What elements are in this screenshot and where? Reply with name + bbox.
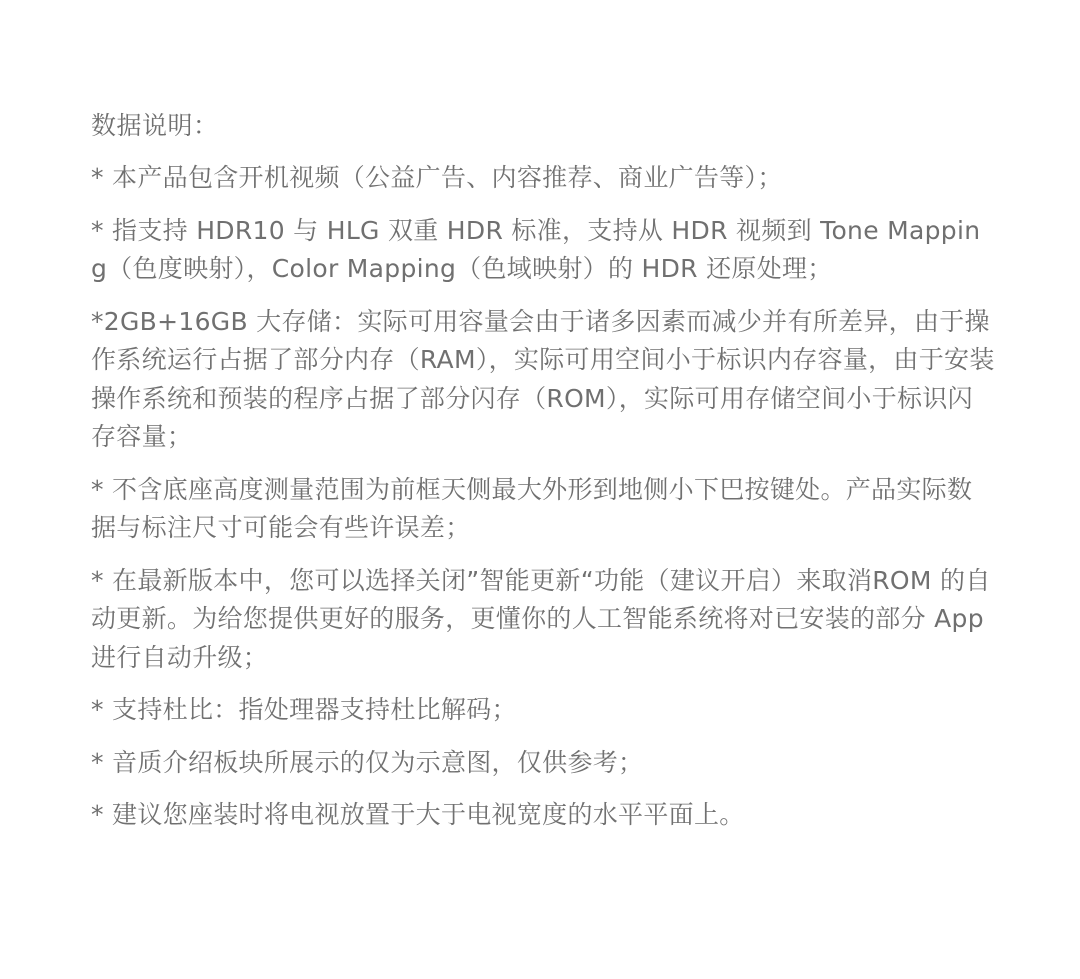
note-mounting: * 建议您座装时将电视放置于大于电视宽度的水平平面上。: [91, 800, 745, 829]
section-heading: 数据说明：: [91, 111, 219, 140]
data-notes-section: [91, 107, 996, 849]
note-smart-update: * 在最新版本中，您可以选择关闭”智能更新“功能（建议开启）来取消ROM 的自动更新。为给您提供更好的服务，更懂你的人工智能系统将对已安装的部分 App 进行自动升级；: [91, 565, 991, 672]
note-boot-video: * 本产品包含开机视频（公益广告、内容推荐、商业广告等）；: [91, 163, 783, 192]
note-audio-illustration: * 音质介绍板块所展示的仅为示意图，仅供参考；: [91, 747, 644, 777]
note-dolby: * 支持杜比：指处理器支持杜比解码；: [91, 695, 517, 724]
note-hdr: * 指支持 HDR10 与 HLG 双重 HDR 标准，支持从 HDR 视频到 Tone Mapping（色度映射），Color Mapping（色域映射）的 HDR 还原处理；: [91, 215, 981, 283]
note-storage: *2GB+16GB 大存储：实际可用容量会由于诸多因素而减少并有所差异，由于操作系统运行占据了部分内存（RAM），实际可用空间小于标识内存容量，由于安装操作系统和预装的程序占据了部分闪存（ROM），实际可用存储空间小于标识闪存容量；: [91, 306, 995, 451]
note-dimensions: * 不含底座高度测量范围为前框天侧最大外形到地侧小下巴按键处。产品实际数据与标注尺寸可能会有些许误差；: [91, 474, 973, 542]
